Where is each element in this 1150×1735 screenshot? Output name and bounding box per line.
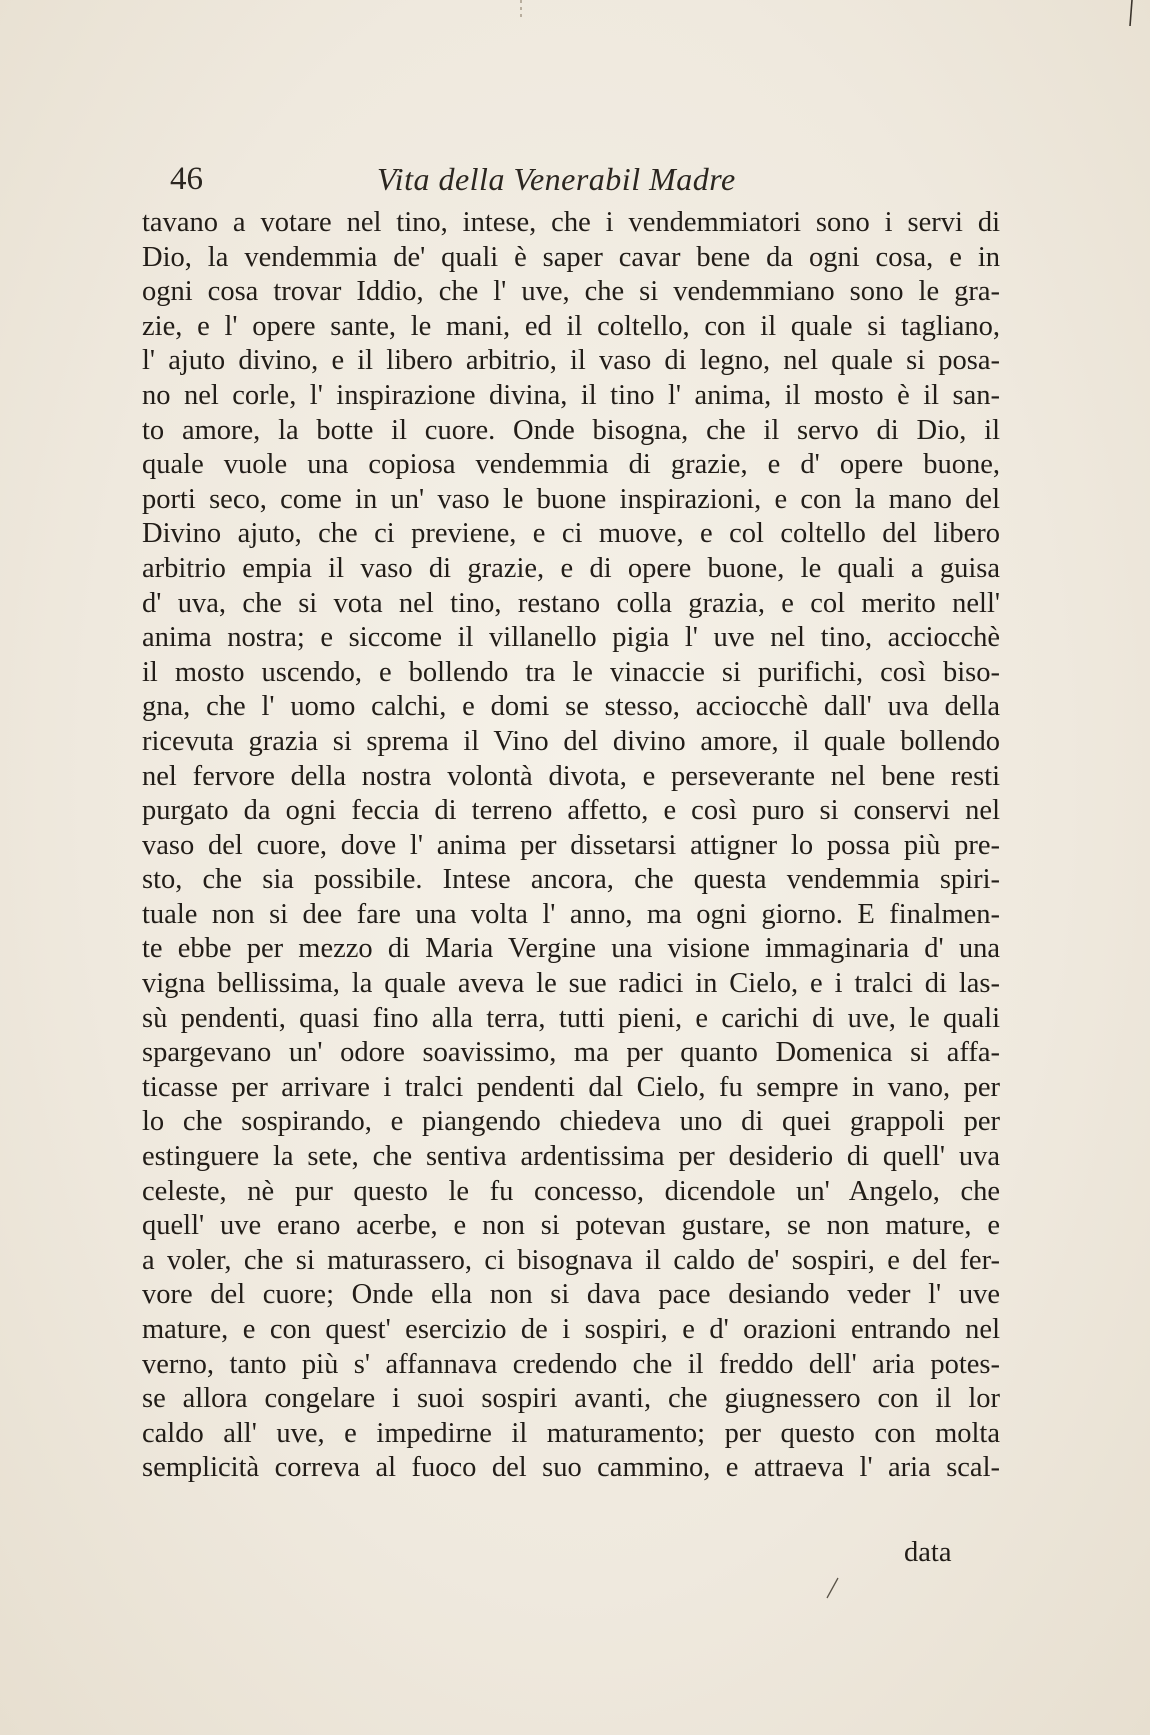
text-line: vigna bellissima, la quale aveva le sue radici in Cielo, e i tralci di las- — [142, 968, 1000, 1000]
text-line: lo che sospirando, e piangendo chiedeva uno di quei grappoli per — [142, 1106, 1000, 1138]
text-line: arbitrio empia il vaso di grazie, e di opere buone, le quali a guisa — [142, 552, 1000, 584]
text-line: tuale non si dee fare una volta l' anno, ma ogni giorno. E finalmen- — [142, 898, 1000, 930]
text-block — [142, 206, 1000, 1486]
text-line: se allora congelare i suoi sospiri avanti, che giugnessero con il lor — [142, 1383, 1000, 1415]
text-line: ricevuta grazia si sprema il Vino del divino amore, il quale bollendo — [142, 725, 1000, 757]
running-title: Vita della Venerabil Madre — [377, 161, 736, 197]
text-line: to amore, la botte il cuore. Onde bisogna, che il servo di Dio, il — [142, 414, 1000, 446]
text-line: vaso del cuore, dove l' anima per dissetarsi attigner lo possa più pre- — [142, 829, 1000, 861]
running-head — [160, 156, 780, 206]
text-line: l' ajuto divino, e il libero arbitrio, il vaso di legno, nel quale si posa- — [142, 345, 1000, 377]
paper-edge-mark — [520, 0, 522, 18]
text-line: quale vuole una copiosa vendemmia di grazie, e d' opere buone, — [142, 449, 1000, 481]
text-line: celeste, nè pur questo le fu concesso, dicendole un' Angelo, che — [142, 1175, 1000, 1207]
text-line: sù pendenti, quasi fino alla terra, tutti pieni, e carichi di uve, le quali — [142, 1002, 1000, 1034]
pen-stroke-mark — [822, 1576, 842, 1600]
text-line: ogni cosa trovar Iddio, che l' uve, che si vendemmiano sono le gra- — [142, 276, 1000, 308]
text-line: Dio, la vendemmia de' quali è saper cavar bene da ogni cosa, e in — [142, 241, 1000, 273]
text-line: semplicità correva al fuoco del suo cammino, e attraeva l' aria scal- — [142, 1452, 1000, 1484]
text-line: d' uva, che si vota nel tino, restano colla grazia, e col merito nell' — [142, 587, 1000, 619]
paper-corner-mark — [1128, 0, 1134, 28]
text-line: anima nostra; e siccome il villanello pigia l' uve nel tino, acciocchè — [142, 622, 1000, 654]
text-line: mature, e con quest' esercizio de i sospiri, e d' orazioni entrando nel — [142, 1314, 1000, 1345]
text-line: gna, che l' uomo calchi, e domi se stesso, acciocchè dall' uva della — [142, 691, 1000, 723]
text-line: zie, e l' opere sante, le mani, ed il coltello, con il quale si tagliano, — [142, 310, 1000, 342]
text-line: sto, che sia possibile. Intese ancora, che questa vendemmia spiri- — [142, 864, 1000, 896]
page-number: 46 — [170, 161, 203, 197]
text-line: ticasse per arrivare i tralci pendenti dal Cielo, fu sempre in vano, per — [142, 1071, 1000, 1103]
text-line: tavano a votare nel tino, intese, che i vendemmiatori sono i servi di — [142, 207, 1000, 238]
text-line: il mosto uscendo, e bollendo tra le vinaccie si purifichi, così biso- — [142, 656, 1000, 688]
text-line: spargevano un' odore soavissimo, ma per quanto Domenica si affa- — [142, 1037, 1000, 1069]
text-line: nel fervore della nostra volontà divota, e perseverante nel bene resti — [142, 760, 1000, 792]
text-line: Divino ajuto, che ci previene, e ci muove, e col coltello del libero — [142, 518, 1000, 550]
text-line: te ebbe per mezzo di Maria Vergine una visione immaginaria d' una — [142, 933, 1000, 965]
text-line: purgato da ogni feccia di terreno affetto, e così puro si conservi nel — [142, 795, 1000, 827]
text-line: vore del cuore; Onde ella non si dava pace desiando veder l' uve — [142, 1279, 1000, 1311]
text-line: caldo all' uve, e impedirne il maturamento; per questo con molta — [142, 1417, 1000, 1449]
text-line: estinguere la sete, che sentiva ardentissima per desiderio di quell' uva — [142, 1141, 1000, 1173]
text-line: porti seco, come in un' vaso le buone inspirazioni, e con la mano del — [142, 483, 1000, 515]
text-line: a voler, che si maturassero, ci bisognava il caldo de' sospiri, e del fer- — [142, 1244, 1000, 1276]
text-line: quell' uve erano acerbe, e non si potevan gustare, se non mature, e — [142, 1210, 1000, 1242]
text-line: verno, tanto più s' affannava credendo che il freddo dell' aria potes- — [142, 1348, 1000, 1380]
catchword: data — [904, 1537, 952, 1568]
text-line: no nel corle, l' inspirazione divina, il tino l' anima, il mosto è il san- — [142, 379, 1000, 411]
